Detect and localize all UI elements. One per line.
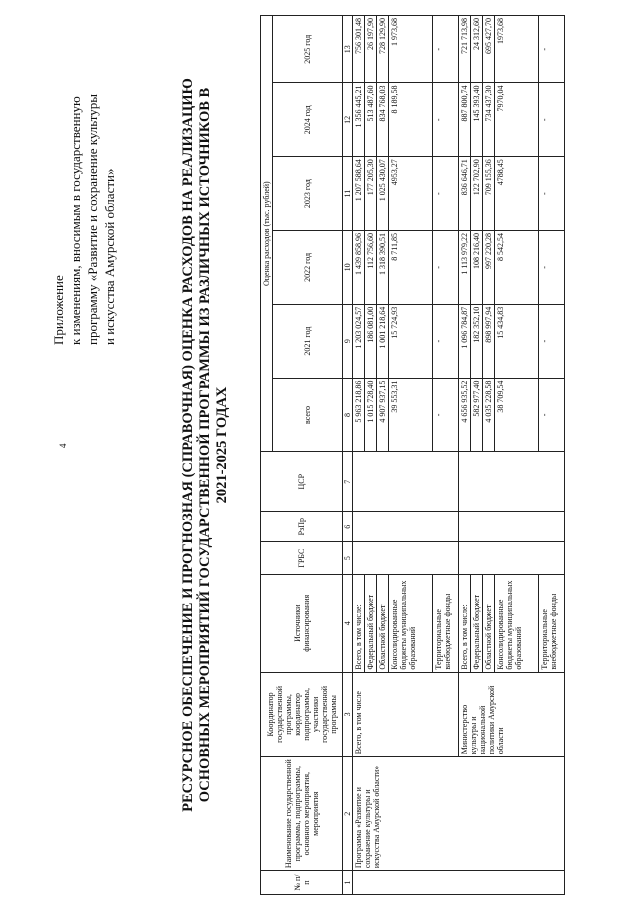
value-cell: - xyxy=(433,304,459,378)
value-cell: 39 553,31 xyxy=(389,378,433,452)
value-cell: 1973,68 xyxy=(495,16,539,83)
value-cell: - xyxy=(539,16,565,83)
header-total: всего xyxy=(273,378,343,452)
value-cell: 1 318 390,51 xyxy=(377,231,389,305)
value-cell: 834 768,03 xyxy=(377,83,389,157)
header-2022: 2022 год xyxy=(273,231,343,305)
value-cell: - xyxy=(539,378,565,452)
value-cell: 1 096 784,87 xyxy=(459,304,471,378)
value-cell: 4953,27 xyxy=(389,157,433,231)
index-cell: 11 xyxy=(343,157,353,231)
value-cell: 4 656 935,52 xyxy=(459,378,471,452)
value-cell: 1 203 024,57 xyxy=(353,304,365,378)
index-cell: 10 xyxy=(343,231,353,305)
index-cell: 12 xyxy=(343,83,353,157)
value-cell: 145 393,40 xyxy=(471,83,483,157)
index-cell: 1 xyxy=(343,871,353,895)
value-cell: 1 356 445,21 xyxy=(353,83,365,157)
index-cell: 7 xyxy=(343,452,353,512)
appendix-line: Приложение xyxy=(51,275,66,345)
header-num: № п/п xyxy=(261,871,343,895)
value-cell: 26 197,90 xyxy=(365,16,377,83)
value-cell: 182 352,10 xyxy=(471,304,483,378)
document-title xyxy=(180,15,231,875)
index-cell: 3 xyxy=(343,672,353,757)
value-cell: 1 001 218,64 xyxy=(377,304,389,378)
value-cell: 756 301,48 xyxy=(353,16,365,83)
value-cell: 513 487,60 xyxy=(365,83,377,157)
value-cell: 695 427,70 xyxy=(483,16,495,83)
source-cell: Федеральный бюджет xyxy=(365,574,377,672)
value-cell: 112 756,60 xyxy=(365,231,377,305)
value-cell: 15 724,93 xyxy=(389,304,433,378)
value-cell: 4 907 937,15 xyxy=(377,378,389,452)
value-cell: - xyxy=(433,16,459,83)
grbs-cell xyxy=(353,542,459,575)
resource-table xyxy=(260,15,565,895)
index-cell: 13 xyxy=(343,16,353,83)
value-cell: 1 207 588,64 xyxy=(353,157,365,231)
csr-cell xyxy=(459,452,565,512)
value-cell: 5 963 218,86 xyxy=(353,378,365,452)
index-cell: 9 xyxy=(343,304,353,378)
source-cell: Консолидированные бюджеты муниципальных образований xyxy=(389,574,433,672)
source-cell: Областной бюджет xyxy=(483,574,495,672)
value-cell: 728 129,90 xyxy=(377,16,389,83)
value-cell: 186 081,00 xyxy=(365,304,377,378)
page-number: 4 xyxy=(58,443,68,448)
program-name-cell: Программа «Развитие и сохранение культуры и искусства Амурской области» xyxy=(353,757,565,871)
value-cell: 177 205,30 xyxy=(365,157,377,231)
value-cell: - xyxy=(539,304,565,378)
grbs-cell xyxy=(459,542,565,575)
index-cell: 4 xyxy=(343,574,353,672)
value-cell: 8 542,54 xyxy=(495,231,539,305)
value-cell: 4 035 228,58 xyxy=(483,378,495,452)
index-cell: 5 xyxy=(343,542,353,575)
coordinator-cell: Всего, в том числе xyxy=(353,672,459,757)
value-cell: 24 312,60 xyxy=(471,16,483,83)
rzpr-cell xyxy=(459,512,565,542)
value-cell: - xyxy=(539,157,565,231)
value-cell: 1 113 979,22 xyxy=(459,231,471,305)
source-cell: Всего, в том числе: xyxy=(353,574,365,672)
value-cell: 8 711,85 xyxy=(389,231,433,305)
appendix-line: программу «Развитие и сохранение культуры xyxy=(85,94,100,345)
value-cell: - xyxy=(539,231,565,305)
value-cell: 582 977,40 xyxy=(471,378,483,452)
source-cell: Территориальные внебюджетные фонды xyxy=(539,574,565,672)
source-cell: Территориальные внебюджетные фонды xyxy=(433,574,459,672)
title-line: 2021-2025 ГОДАХ xyxy=(214,386,230,504)
index-cell: 6 xyxy=(343,512,353,542)
value-cell: 887 800,74 xyxy=(459,83,471,157)
value-cell: - xyxy=(539,83,565,157)
value-cell: 4788,45 xyxy=(495,157,539,231)
header-2025: 2025 год xyxy=(273,16,343,83)
index-cell: 8 xyxy=(343,378,353,452)
value-cell: 1 973,68 xyxy=(389,16,433,83)
value-cell: 997 220,28 xyxy=(483,231,495,305)
value-cell: - xyxy=(433,378,459,452)
header-rzpr: РзПр xyxy=(261,512,343,542)
source-cell: Областной бюджет xyxy=(377,574,389,672)
appendix-line: к изменениям, вносимым в государственную xyxy=(68,96,83,345)
appendix-line: и искусства Амурской области» xyxy=(102,168,117,345)
value-cell: 38 709,54 xyxy=(495,378,539,452)
value-cell: 1 015 728,40 xyxy=(365,378,377,452)
title-line: РЕСУРСНОЕ ОБЕСПЕЧЕНИЕ И ПРОГНОЗНАЯ (СПРАВОЧНАЯ) ОЦЕНКА РАСХОДОВ НА РЕАЛИЗАЦИЮ xyxy=(180,78,196,812)
value-cell: 836 646,71 xyxy=(459,157,471,231)
value-cell: 721 713,98 xyxy=(459,16,471,83)
source-cell: Консолидированные бюджеты муниципальных образований xyxy=(495,574,539,672)
value-cell: - xyxy=(433,157,459,231)
source-cell: Всего, в том числе: xyxy=(459,574,471,672)
table-row xyxy=(353,16,365,895)
value-cell: - xyxy=(433,83,459,157)
header-estimate: Оценка расходов (тыс. рублей) xyxy=(261,16,273,452)
header-2024: 2024 год xyxy=(273,83,343,157)
source-cell: Федеральный бюджет xyxy=(471,574,483,672)
value-cell: 7970,04 xyxy=(495,83,539,157)
coordinator-cell: Министерство культуры и национальной политики Амурской области xyxy=(459,672,565,757)
title-line: ОСНОВНЫХ МЕРОПРИЯТИЙ ГОСУДАРСТВЕННОЙ ПРОГРАММЫ ИЗ РАЗЛИЧНЫХ ИСТОЧНИКОВ В xyxy=(197,87,213,803)
header-coordinator: Координатор государственной программы, координатор подпрограммы, участники государственной программы xyxy=(261,672,343,757)
value-cell: 108 216,40 xyxy=(471,231,483,305)
header-2021: 2021 год xyxy=(273,304,343,378)
index-cell: 2 xyxy=(343,757,353,871)
csr-cell xyxy=(353,452,459,512)
header-source: Источники финансирования xyxy=(261,574,343,672)
value-cell: 1 025 430,07 xyxy=(377,157,389,231)
rzpr-cell xyxy=(353,512,459,542)
value-cell: 1 439 858,96 xyxy=(353,231,365,305)
index-row xyxy=(343,16,353,895)
header-2023: 2023 год xyxy=(273,157,343,231)
row-num-cell xyxy=(353,871,565,895)
value-cell: 15 434,83 xyxy=(495,304,539,378)
header-name: Наименование государственной программы, подпрограммы, основного мероприятия, мероприятия xyxy=(261,757,343,871)
value-cell: 734 437,30 xyxy=(483,83,495,157)
value-cell: 898 997,94 xyxy=(483,304,495,378)
header-csr: ЦСР xyxy=(261,452,343,512)
header-grbs: ГРБС xyxy=(261,542,343,575)
value-cell: 709 155,36 xyxy=(483,157,495,231)
value-cell: - xyxy=(433,231,459,305)
appendix-note xyxy=(50,25,118,345)
value-cell: 8 189,58 xyxy=(389,83,433,157)
value-cell: 122 702,90 xyxy=(471,157,483,231)
